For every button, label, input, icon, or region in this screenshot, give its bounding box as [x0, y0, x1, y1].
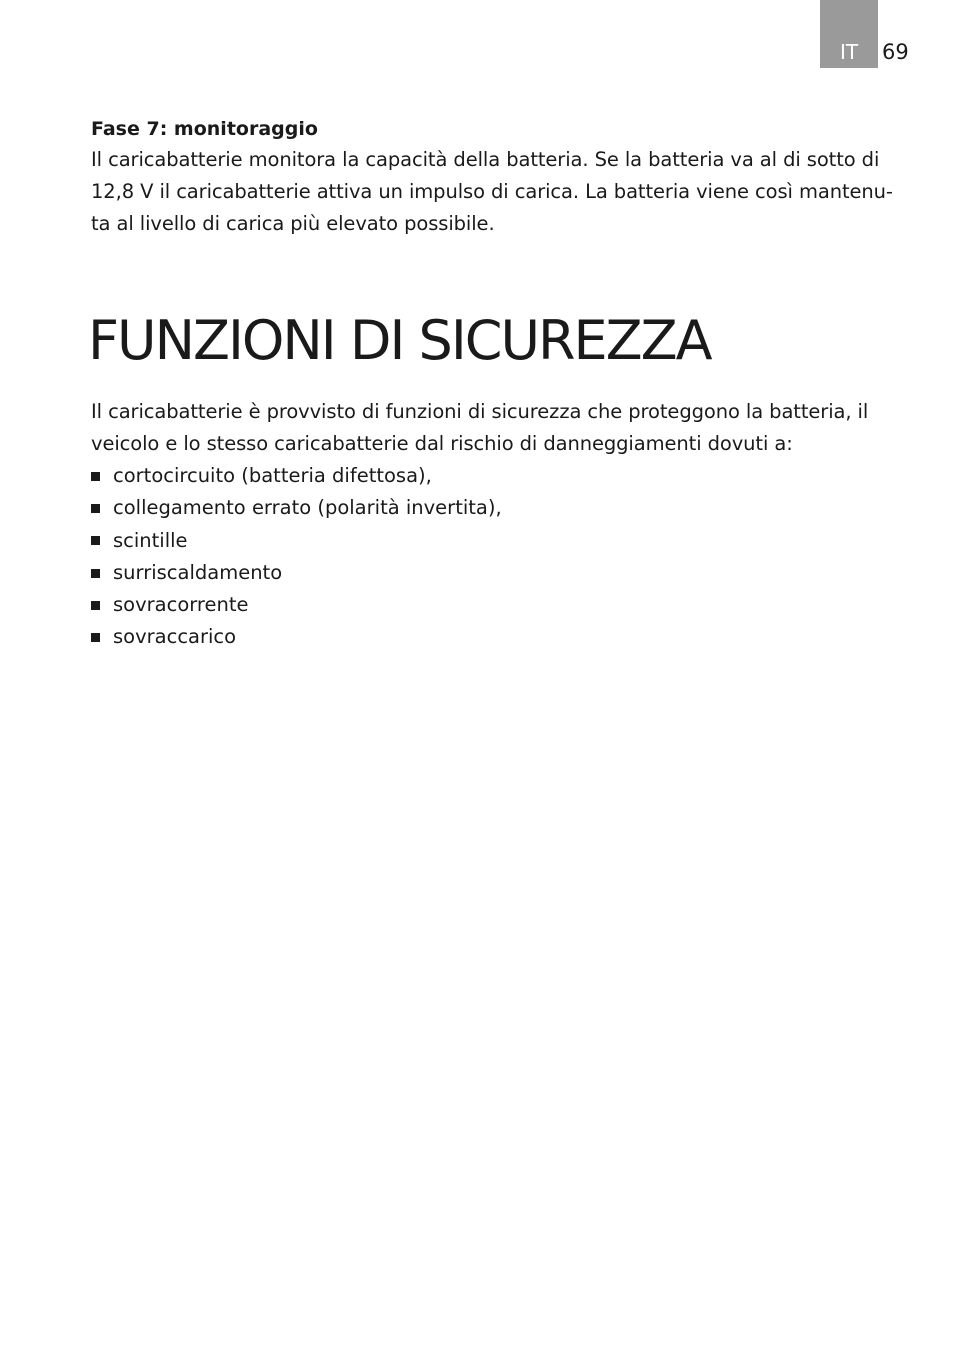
list-item-text: surriscaldamento	[113, 560, 283, 584]
square-bullet-icon	[91, 601, 100, 610]
list-item	[91, 525, 911, 557]
square-bullet-icon	[91, 633, 100, 642]
step-7-line-3: ta al livello di carica più elevato possibile.	[91, 212, 495, 235]
square-bullet-icon	[91, 536, 100, 545]
list-item	[91, 589, 911, 621]
safety-intro-line-1: Il caricabatterie è provvisto di funzioni di sicurezza che proteggono la batteria, il	[91, 400, 869, 423]
square-bullet-icon	[91, 504, 100, 513]
square-bullet-icon	[91, 569, 100, 578]
list-item	[91, 460, 911, 492]
step-7-section	[91, 114, 911, 240]
list-item	[91, 557, 911, 589]
step-7-line-2: 12,8 V il caricabatterie attiva un impulso di carica. La batteria viene così mantenu-	[91, 180, 893, 203]
list-item-text: sovraccarico	[113, 625, 237, 649]
language-tab-label: IT	[840, 40, 859, 64]
safety-bullet-list	[91, 460, 911, 654]
list-item	[91, 492, 911, 524]
step-7-heading: Fase 7: monitoraggio	[91, 118, 318, 140]
list-item-text: sovracorrente	[113, 593, 249, 617]
step-7-line-1: Il caricabatterie monitora la capacità della batteria. Se la batteria va al di sotto di	[91, 148, 880, 171]
page-number: 69	[882, 40, 909, 64]
safety-section	[91, 396, 911, 654]
section-title: FUNZIONI DI SICUREZZA	[88, 309, 711, 372]
list-item	[91, 621, 911, 653]
list-item-text: scintille	[113, 528, 188, 552]
list-item-text: collegamento errato (polarità invertita),	[113, 496, 502, 520]
language-tab	[820, 0, 878, 68]
safety-intro-line-2: veicolo e lo stesso caricabatterie dal rischio di danneggiamenti dovuti a:	[91, 432, 793, 455]
list-item-text: cortocircuito (batteria difettosa),	[113, 464, 432, 487]
square-bullet-icon	[91, 472, 100, 481]
